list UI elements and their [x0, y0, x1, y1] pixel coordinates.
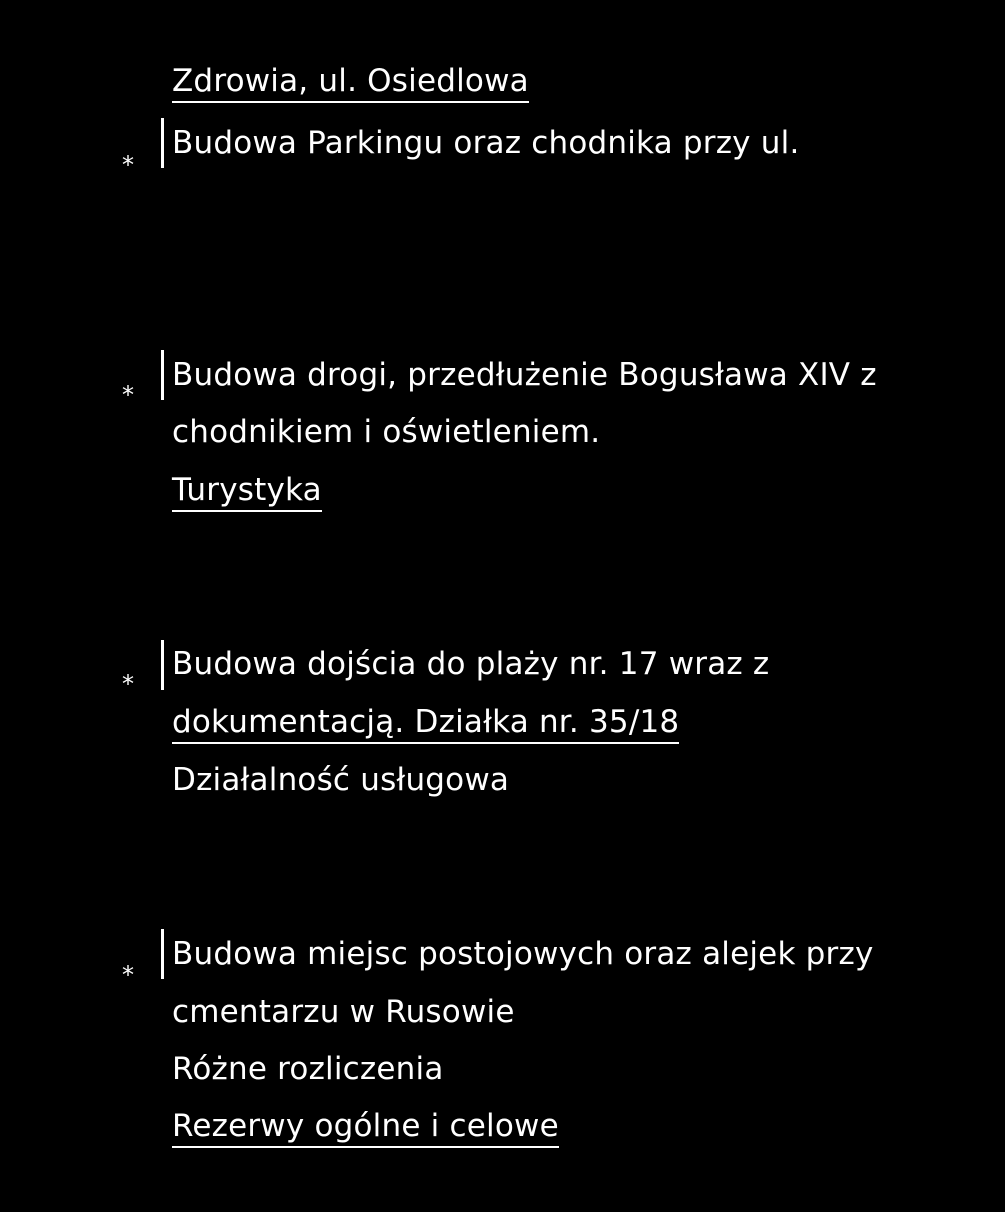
- vertical-bar-marker: [161, 640, 164, 690]
- underlined-text: Zdrowia, ul. Osiedlowa: [172, 62, 529, 103]
- vertical-bar-marker: [161, 350, 164, 400]
- text-line-road: Budowa drogi, przedłużenie Bogusława XIV z: [172, 357, 877, 393]
- underlined-text: dokumentacją. Działka nr. 35/18: [172, 703, 679, 744]
- text-line-reserves: [172, 1107, 559, 1148]
- text-line-zdrowia: [172, 62, 529, 103]
- asterisk-marker: *: [122, 670, 134, 698]
- text-line-cemetery: cmentarzu w Rusowie: [172, 994, 515, 1030]
- text-line-beach: Budowa dojścia do plaży nr. 17 wraz z: [172, 646, 770, 682]
- text-line-documentation: [172, 703, 679, 744]
- text-line-services: Działalność usługowa: [172, 762, 510, 798]
- vertical-bar-marker: [161, 118, 164, 168]
- text-line-parking-spaces: Budowa miejsc postojowych oraz alejek przy: [172, 936, 874, 972]
- text-line-parking: Budowa Parkingu oraz chodnika przy ul.: [172, 125, 800, 161]
- underlined-text: Rezerwy ogólne i celowe: [172, 1107, 559, 1148]
- text-line-tourism: [172, 471, 322, 512]
- asterisk-marker: *: [122, 151, 134, 179]
- text-line-settlements: Różne rozliczenia: [172, 1051, 444, 1087]
- underlined-text: Turystyka: [172, 471, 322, 512]
- asterisk-marker: *: [122, 961, 134, 989]
- asterisk-marker: *: [122, 381, 134, 409]
- vertical-bar-marker: [161, 929, 164, 979]
- text-line-sidewalk: chodnikiem i oświetleniem.: [172, 414, 601, 450]
